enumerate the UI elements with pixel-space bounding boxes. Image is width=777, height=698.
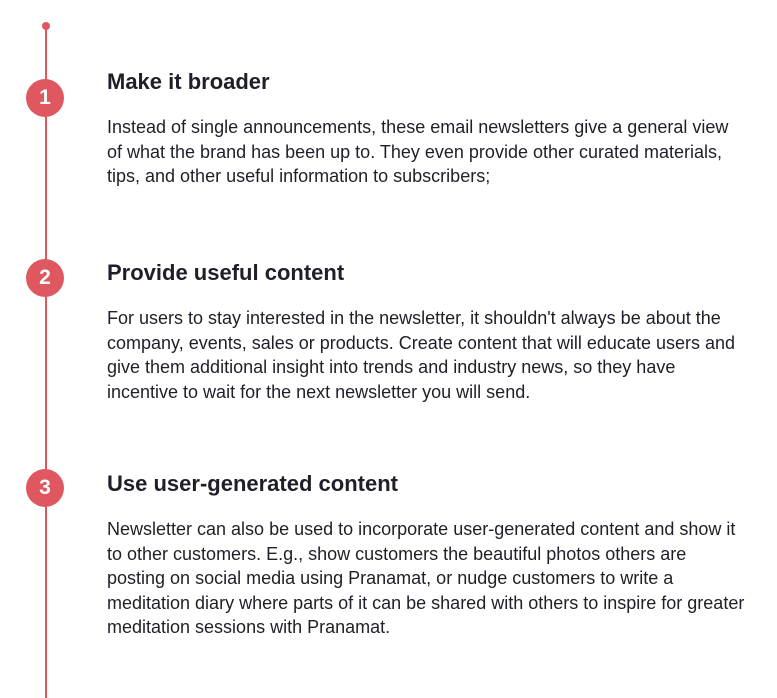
timeline-line: [45, 26, 47, 698]
step-1-marker: 1: [26, 79, 64, 117]
timeline-start-dot: [42, 22, 50, 30]
step-2-body: For users to stay interested in the newsletter, it shouldn't always be about the company, events, sales or products. Create content that will educate users and give them additional insight into trends and industry news, so they have incentive to wait for the next newsletter you will send.: [107, 308, 736, 402]
step-1: [107, 69, 747, 189]
step-2-marker: 2: [26, 259, 64, 297]
step-3-marker: 3: [26, 469, 64, 507]
step-3-title: Use user-generated content: [107, 471, 398, 496]
step-2-title: Provide useful content: [107, 260, 345, 285]
step-1-body: Instead of single announcements, these email newsletters give a general view of what the brand has been up to. They even provide other curated materials, tips, and other useful information to subscribers;: [107, 117, 729, 186]
step-3-body: Newsletter can also be used to incorporate user-generated content and show it to other customers. E.g., show customers the beautiful photos others are posting on social media using Pranamat, or nudge customers to write a meditation diary where parts of it can be shared with others to inspire for greater meditation sessions with Pranamat.: [107, 519, 745, 637]
step-1-title: Make it broader: [107, 69, 270, 94]
step-3: [107, 471, 747, 640]
step-2: [107, 260, 747, 404]
